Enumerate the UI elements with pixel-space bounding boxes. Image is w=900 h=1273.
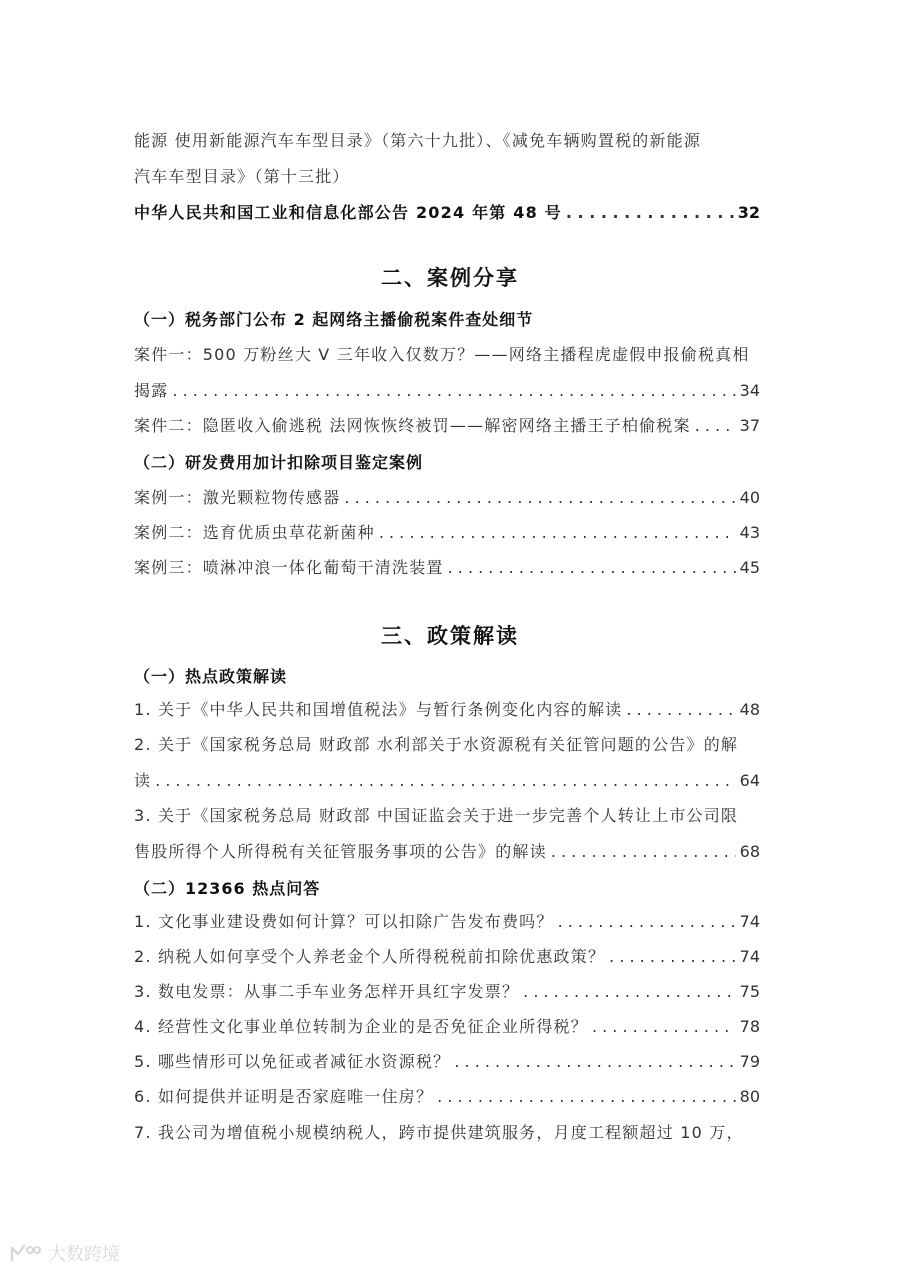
toc-entry-case1[interactable] [134,343,760,367]
leader-dots [558,910,736,934]
toc-entry-text: 读 [134,771,152,790]
page-number: 78 [739,1017,760,1036]
toc-entry-text: 7. 我公司为增值税小规模纳税人，跨市提供建筑服务，月度工程额超过 10 万， [134,1123,744,1142]
page-number: 43 [739,523,760,542]
watermark-text: 大数跨境 [48,1244,120,1265]
toc-entry-text: 2. 关于《国家税务总局 财政部 水利部关于水资源税有关征管问题的公告》的解 [134,735,739,754]
subsection-heading-streamer-tax: （一）税务部门公布 2 起网络主播偷税案件查处细节 [134,310,534,329]
page-number: 75 [739,982,760,1001]
toc-entry-text: 3. 数电发票：从事二手车业务怎样开具红字发票？ [134,982,520,1001]
leader-dots [551,840,736,864]
toc-entry-qa3[interactable] [134,980,760,1004]
toc-entry-text: 揭露 [134,381,169,400]
leader-dots [592,1015,736,1039]
page-number: 32 [737,203,760,222]
leader-dots [523,980,735,1004]
toc-entry-qa4[interactable] [134,1015,760,1039]
leader-dots [379,521,736,545]
subsection-heading-rd-cases: （二）研发费用加计扣除项目鉴定案例 [134,453,424,472]
toc-entry-case2[interactable] [134,414,760,438]
toc-entry-text: 案件二：隐匿收入偷逃税 法网恢恢终被罚——解密网络主播王子柏偷税案 [134,416,691,435]
toc-entry-text: 5. 哪些情形可以免征或者减征水资源税？ [134,1052,451,1071]
leader-dots [609,945,735,969]
leader-dots [454,1050,735,1074]
toc-entry-text: 案例三：喷淋冲浪一体化葡萄干清洗装置 [134,558,444,577]
watermark [8,1240,120,1266]
toc-entry-qa2[interactable] [134,945,760,969]
toc-entry-text: 能源 使用新能源汽车车型目录》（第六十九批）、《减免车辆购置税的新能源 [134,131,702,150]
toc-entry-miit-notice[interactable] [134,201,760,225]
toc-entry-example1[interactable] [134,486,760,510]
toc-entry-text: 中华人民共和国工业和信息化部公告 2024 年第 48 号 [134,203,562,222]
toc-entry-text: 1. 文化事业建设费如何计算？可以扣除广告发布费吗？ [134,912,554,931]
subsection-heading-12366: （二）12366 热点问答 [134,879,321,898]
toc-entry-text: 案例一：激光颗粒物传感器 [134,488,341,507]
toc-entry-case1-line2[interactable] [134,379,760,403]
leader-dots [155,769,735,793]
leader-dots [695,414,736,438]
toc-entry-qa5[interactable] [134,1050,760,1074]
page-number: 45 [739,558,760,577]
toc-entry-text: 售股所得个人所得税有关征管服务事项的公告》的解读 [134,842,547,861]
page-number: 80 [739,1087,760,1106]
leader-dots [448,556,736,580]
toc-entry-continued-line2[interactable] [134,165,760,189]
page-number: 79 [739,1052,760,1071]
page-number: 74 [739,947,760,966]
page-number: 34 [739,381,760,400]
leader-dots [172,379,735,403]
page-number: 40 [739,488,760,507]
toc-entry-policy1[interactable] [134,698,760,722]
page-number: 68 [739,842,760,861]
toc-entry-text: 6. 如何提供并证明是否家庭唯一住房？ [134,1087,434,1106]
toc-entry-policy3[interactable] [134,804,760,828]
toc-entry-text: 案件一：500 万粉丝大 V 三年收入仅数万？——网络主播程虎虚假申报偷税真相 [134,345,750,364]
leader-dots [344,486,735,510]
section-heading-policy: 三、政策解读 [381,624,519,648]
toc-entry-policy2[interactable] [134,733,760,757]
page-number: 48 [739,700,760,719]
toc-entry-text: 2. 纳税人如何享受个人养老金个人所得税税前扣除优惠政策？ [134,947,606,966]
toc-entry-text: 案例二：选育优质虫草花新菌种 [134,523,375,542]
toc-entry-qa6[interactable] [134,1085,760,1109]
toc-entry-qa7[interactable] [134,1121,760,1145]
toc-entry-policy2-line2[interactable] [134,769,760,793]
toc-entry-example2[interactable] [134,521,760,545]
toc-entry-qa1[interactable] [134,910,760,934]
page-number: 74 [739,912,760,931]
toc-entry-text: 4. 经营性文化事业单位转制为企业的是否免征企业所得税？ [134,1017,588,1036]
section-heading-cases: 二、案例分享 [381,266,519,290]
toc-entry-text: 汽车车型目录》（第十三批） [134,167,350,186]
brand-logo-icon [8,1242,42,1264]
toc-entry-policy3-line2[interactable] [134,840,760,864]
subsection-heading-hot-policy: （一）热点政策解读 [134,667,288,686]
toc-entry-continued[interactable] [134,129,760,153]
toc-entry-text: 3. 关于《国家税务总局 财政部 中国证监会关于进一步完善个人转让上市公司限 [134,806,739,825]
toc-entry-text: 1. 关于《中华人民共和国增值税法》与暂行条例变化内容的解读 [134,700,623,719]
leader-dots [566,201,734,225]
page-number: 64 [739,771,760,790]
toc-entry-example3[interactable] [134,556,760,580]
page-number: 37 [739,416,760,435]
leader-dots [437,1085,735,1109]
leader-dots [626,698,735,722]
